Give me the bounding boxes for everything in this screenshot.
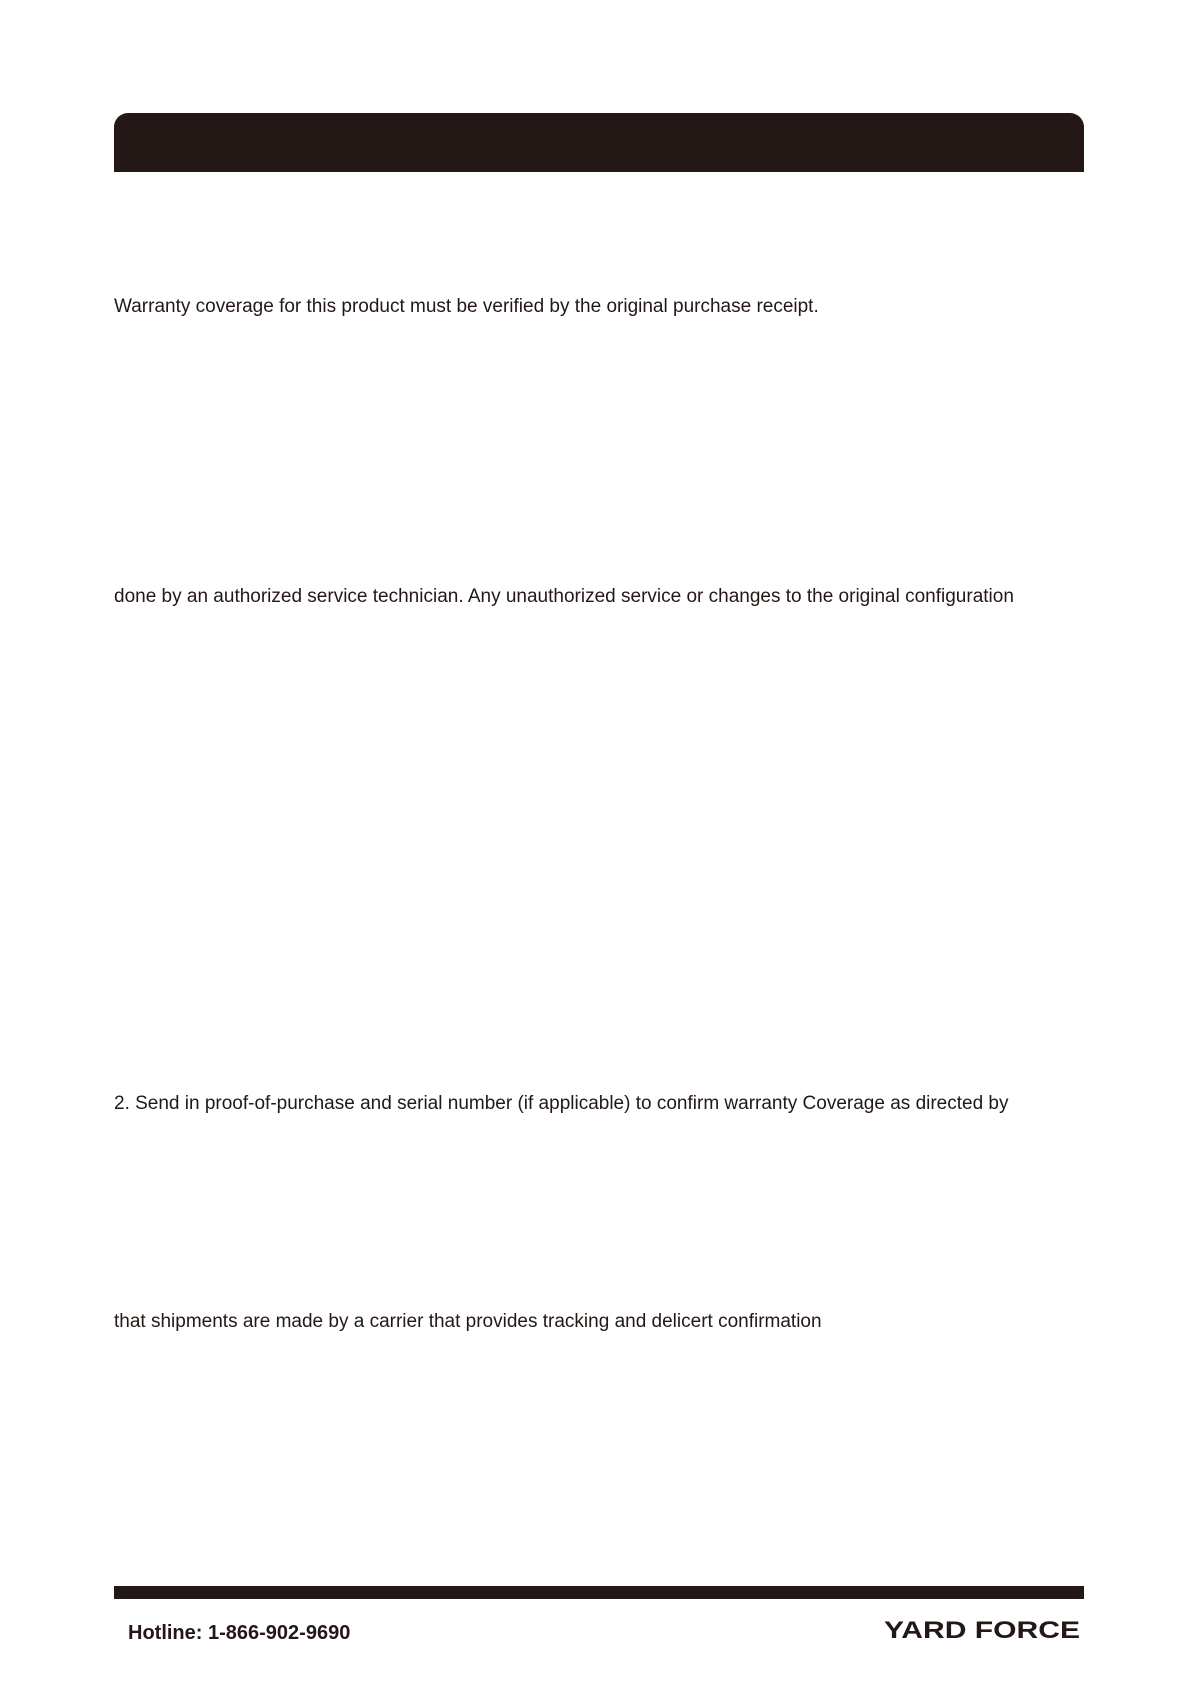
shipment-tracking-text: that shipments are made by a carrier that provides tracking and delicert confirmation bbox=[114, 1311, 822, 1332]
section-header-bar bbox=[114, 113, 1084, 172]
warranty-verification-text: Warranty coverage for this product must be verified by the original purchase receipt. bbox=[114, 296, 819, 317]
logo-text: YARD FORCE bbox=[884, 1617, 1080, 1644]
authorized-service-text: done by an authorized service technician. Any unauthorized service or changes to the original configuration bbox=[114, 586, 1014, 607]
proof-of-purchase-step: 2. Send in proof-of-purchase and serial number (if applicable) to confirm warranty Coverage as directed by bbox=[114, 1093, 1009, 1114]
footer-divider bbox=[114, 1586, 1084, 1599]
hotline-number: Hotline: 1-866-902-9690 bbox=[128, 1622, 351, 1644]
yard-force-logo bbox=[876, 1614, 1084, 1644]
